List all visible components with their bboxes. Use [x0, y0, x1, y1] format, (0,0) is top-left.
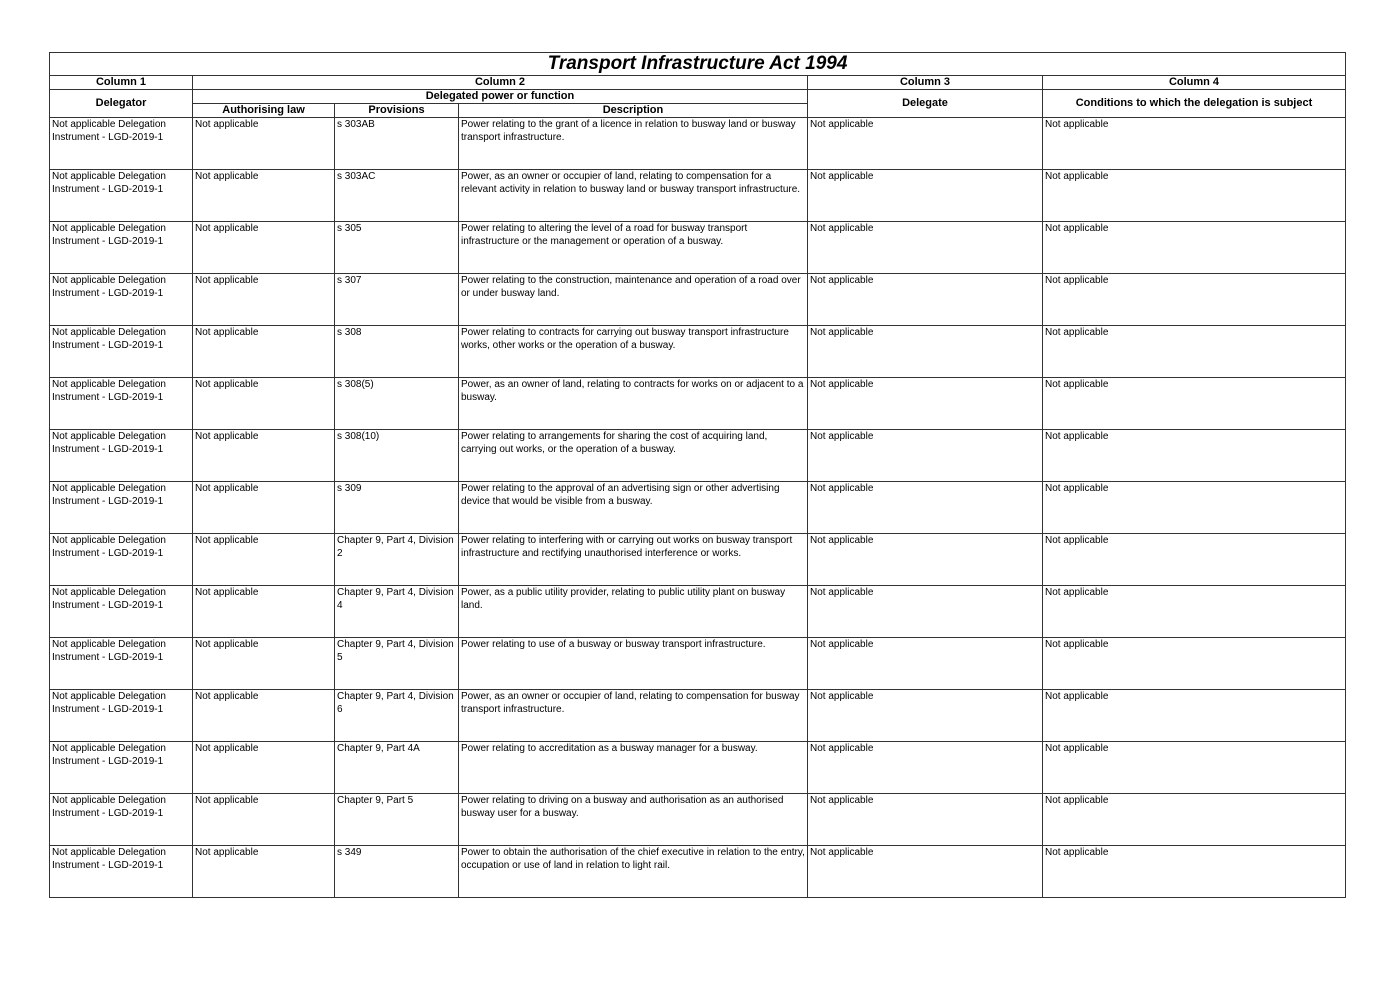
delegate-cell: Not applicable	[808, 534, 1043, 586]
table-row	[50, 482, 1346, 534]
provisions-cell: s 308	[335, 326, 459, 378]
description-cell: Power, as an owner or occupier of land, relating to compensation for a relevant activity in relation to busway land or busway transport infrastructure.	[459, 170, 808, 222]
delegator-cell: Not applicable Delegation Instrument - LGD-2019-1	[50, 326, 193, 378]
table-row	[50, 690, 1346, 742]
description-cell: Power relating to use of a busway or busway transport infrastructure.	[459, 638, 808, 690]
description-cell: Power relating to interfering with or carrying out works on busway transport infrastructure and rectifying unauthorised interference or works.	[459, 534, 808, 586]
authorising-law-cell: Not applicable	[193, 638, 335, 690]
delegator-cell: Not applicable Delegation Instrument - LGD-2019-1	[50, 846, 193, 898]
provisions-cell: Chapter 9, Part 5	[335, 794, 459, 846]
provisions-cell: s 303AB	[335, 118, 459, 170]
column-3-header: Column 3	[808, 76, 1043, 90]
delegate-cell: Not applicable	[808, 690, 1043, 742]
table-row	[50, 794, 1346, 846]
conditions-cell: Not applicable	[1043, 742, 1346, 794]
conditions-cell: Not applicable	[1043, 430, 1346, 482]
authorising-law-cell: Not applicable	[193, 274, 335, 326]
delegator-cell: Not applicable Delegation Instrument - LGD-2019-1	[50, 430, 193, 482]
delegator-header: Delegator	[50, 90, 193, 118]
provisions-cell: s 305	[335, 222, 459, 274]
table-row	[50, 274, 1346, 326]
delegate-cell: Not applicable	[808, 430, 1043, 482]
conditions-cell: Not applicable	[1043, 534, 1346, 586]
description-cell: Power relating to the construction, maintenance and operation of a road over or under busway land.	[459, 274, 808, 326]
authorising-law-cell: Not applicable	[193, 742, 335, 794]
description-cell: Power, as a public utility provider, relating to public utility plant on busway land.	[459, 586, 808, 638]
column-2-header: Column 2	[193, 76, 808, 90]
delegator-cell: Not applicable Delegation Instrument - LGD-2019-1	[50, 586, 193, 638]
provisions-cell: s 303AC	[335, 170, 459, 222]
delegated-power-header: Delegated power or function	[193, 90, 808, 104]
authorising-law-cell: Not applicable	[193, 118, 335, 170]
delegate-cell: Not applicable	[808, 482, 1043, 534]
conditions-cell: Not applicable	[1043, 118, 1346, 170]
table-row	[50, 742, 1346, 794]
provisions-cell: Chapter 9, Part 4, Division 4	[335, 586, 459, 638]
authorising-law-cell: Not applicable	[193, 222, 335, 274]
delegate-header: Delegate	[808, 90, 1043, 118]
authorising-law-cell: Not applicable	[193, 170, 335, 222]
table-row	[50, 586, 1346, 638]
conditions-cell: Not applicable	[1043, 794, 1346, 846]
delegator-cell: Not applicable Delegation Instrument - LGD-2019-1	[50, 222, 193, 274]
conditions-cell: Not applicable	[1043, 222, 1346, 274]
authorising-law-cell: Not applicable	[193, 430, 335, 482]
provisions-cell: s 308(5)	[335, 378, 459, 430]
delegate-cell: Not applicable	[808, 170, 1043, 222]
authorising-law-cell: Not applicable	[193, 482, 335, 534]
delegate-cell: Not applicable	[808, 378, 1043, 430]
delegate-cell: Not applicable	[808, 274, 1043, 326]
conditions-cell: Not applicable	[1043, 586, 1346, 638]
delegator-cell: Not applicable Delegation Instrument - LGD-2019-1	[50, 690, 193, 742]
description-cell: Power relating to accreditation as a busway manager for a busway.	[459, 742, 808, 794]
table-row	[50, 534, 1346, 586]
delegate-cell: Not applicable	[808, 638, 1043, 690]
provisions-cell: Chapter 9, Part 4A	[335, 742, 459, 794]
description-cell: Power relating to altering the level of a road for busway transport infrastructure or the management or operation of a busway.	[459, 222, 808, 274]
description-cell: Power relating to arrangements for sharing the cost of acquiring land, carrying out works, or the operation of a busway.	[459, 430, 808, 482]
table-row	[50, 638, 1346, 690]
conditions-header: Conditions to which the delegation is subject	[1043, 90, 1346, 118]
table-row	[50, 430, 1346, 482]
document-title: Transport Infrastructure Act 1994	[50, 53, 1346, 76]
authorising-law-cell: Not applicable	[193, 794, 335, 846]
description-cell: Power relating to the approval of an advertising sign or other advertising device that would be visible from a busway.	[459, 482, 808, 534]
conditions-cell: Not applicable	[1043, 846, 1346, 898]
delegator-cell: Not applicable Delegation Instrument - LGD-2019-1	[50, 118, 193, 170]
provisions-cell: Chapter 9, Part 4, Division 2	[335, 534, 459, 586]
table-row	[50, 170, 1346, 222]
provisions-cell: s 307	[335, 274, 459, 326]
delegate-cell: Not applicable	[808, 222, 1043, 274]
description-header: Description	[459, 104, 808, 118]
authorising-law-cell: Not applicable	[193, 534, 335, 586]
delegator-cell: Not applicable Delegation Instrument - LGD-2019-1	[50, 638, 193, 690]
delegator-cell: Not applicable Delegation Instrument - LGD-2019-1	[50, 274, 193, 326]
delegator-cell: Not applicable Delegation Instrument - LGD-2019-1	[50, 170, 193, 222]
delegator-cell: Not applicable Delegation Instrument - LGD-2019-1	[50, 794, 193, 846]
delegator-cell: Not applicable Delegation Instrument - LGD-2019-1	[50, 534, 193, 586]
table-row	[50, 378, 1346, 430]
conditions-cell: Not applicable	[1043, 274, 1346, 326]
provisions-cell: s 308(10)	[335, 430, 459, 482]
description-cell: Power relating to contracts for carrying out busway transport infrastructure works, other works or the operation of a busway.	[459, 326, 808, 378]
delegator-cell: Not applicable Delegation Instrument - LGD-2019-1	[50, 482, 193, 534]
authorising-law-header: Authorising law	[193, 104, 335, 118]
delegate-cell: Not applicable	[808, 118, 1043, 170]
description-cell: Power, as an owner or occupier of land, relating to compensation for busway transport infrastructure.	[459, 690, 808, 742]
delegate-cell: Not applicable	[808, 586, 1043, 638]
delegator-cell: Not applicable Delegation Instrument - LGD-2019-1	[50, 378, 193, 430]
conditions-cell: Not applicable	[1043, 482, 1346, 534]
authorising-law-cell: Not applicable	[193, 690, 335, 742]
delegation-schedule	[49, 52, 1345, 898]
conditions-cell: Not applicable	[1043, 638, 1346, 690]
table-row	[50, 222, 1346, 274]
table-body	[50, 118, 1346, 898]
table-row	[50, 846, 1346, 898]
delegation-table	[49, 52, 1346, 898]
authorising-law-cell: Not applicable	[193, 326, 335, 378]
delegate-cell: Not applicable	[808, 794, 1043, 846]
conditions-cell: Not applicable	[1043, 170, 1346, 222]
description-cell: Power to obtain the authorisation of the chief executive in relation to the entry, occupation or use of land in relation to light rail.	[459, 846, 808, 898]
delegate-cell: Not applicable	[808, 846, 1043, 898]
table-row	[50, 326, 1346, 378]
description-cell: Power, as an owner of land, relating to contracts for works on or adjacent to a busway.	[459, 378, 808, 430]
conditions-cell: Not applicable	[1043, 326, 1346, 378]
provisions-cell: s 309	[335, 482, 459, 534]
column-4-header: Column 4	[1043, 76, 1346, 90]
delegate-cell: Not applicable	[808, 326, 1043, 378]
authorising-law-cell: Not applicable	[193, 846, 335, 898]
authorising-law-cell: Not applicable	[193, 586, 335, 638]
table-header	[50, 53, 1346, 118]
description-cell: Power relating to driving on a busway and authorisation as an authorised busway user for a busway.	[459, 794, 808, 846]
provisions-cell: Chapter 9, Part 4, Division 6	[335, 690, 459, 742]
delegator-cell: Not applicable Delegation Instrument - LGD-2019-1	[50, 742, 193, 794]
conditions-cell: Not applicable	[1043, 378, 1346, 430]
table-row	[50, 118, 1346, 170]
authorising-law-cell: Not applicable	[193, 378, 335, 430]
provisions-header: Provisions	[335, 104, 459, 118]
delegate-cell: Not applicable	[808, 742, 1043, 794]
provisions-cell: Chapter 9, Part 4, Division 5	[335, 638, 459, 690]
column-1-header: Column 1	[50, 76, 193, 90]
conditions-cell: Not applicable	[1043, 690, 1346, 742]
provisions-cell: s 349	[335, 846, 459, 898]
description-cell: Power relating to the grant of a licence in relation to busway land or busway transport infrastructure.	[459, 118, 808, 170]
